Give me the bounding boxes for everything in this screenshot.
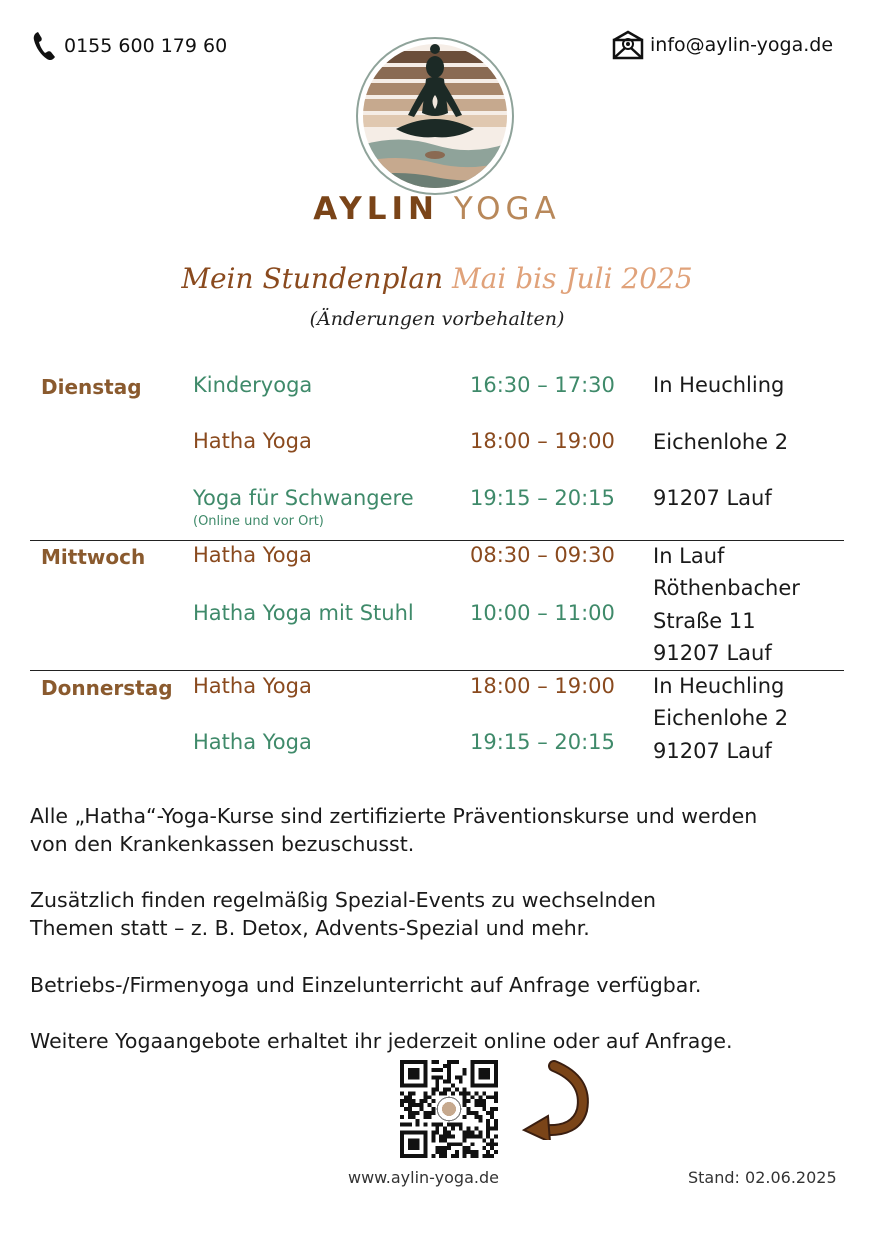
location-line: In Heuchling bbox=[653, 373, 785, 397]
location-line: In Heuchling bbox=[653, 674, 785, 698]
info-line: Alle „Hatha“-Yoga-Kurse sind zertifizierte Präventionskurse und werden bbox=[30, 804, 758, 828]
brand-secondary: YOGA bbox=[453, 191, 561, 227]
email-contact[interactable] bbox=[612, 30, 833, 60]
page-subtitle: (Änderungen vorbehalten) bbox=[309, 308, 565, 330]
day-label: Dienstag bbox=[41, 375, 142, 399]
course-name: Hatha Yoga bbox=[193, 730, 312, 754]
location-line: Eichenlohe 2 bbox=[653, 430, 789, 454]
info-line: Themen statt – z. B. Detox, Advents-Spezial und mehr. bbox=[30, 916, 590, 940]
curved-arrow-icon bbox=[518, 1058, 593, 1140]
course-name: Hatha Yoga mit Stuhl bbox=[193, 601, 414, 625]
info-paragraph bbox=[30, 886, 830, 942]
location-line: Straße 11 bbox=[653, 609, 756, 633]
course-time: 08:30 – 09:30 bbox=[470, 543, 615, 567]
location-line: Röthenbacher bbox=[653, 576, 800, 600]
info-line: Zusätzlich finden regelmäßig Spezial-Events zu wechselnden bbox=[30, 888, 657, 912]
course-name: Kinderyoga bbox=[193, 373, 313, 397]
phone-contact[interactable] bbox=[32, 30, 227, 62]
phone-number: 0155 600 179 60 bbox=[64, 35, 228, 57]
brand-name bbox=[0, 191, 874, 227]
location-line: In Lauf bbox=[653, 544, 725, 568]
course-name: Hatha Yoga bbox=[193, 429, 312, 453]
location-line: Eichenlohe 2 bbox=[653, 706, 789, 730]
qr-code[interactable] bbox=[400, 1060, 498, 1158]
page-title bbox=[0, 262, 874, 295]
phone-icon bbox=[32, 30, 58, 62]
info-paragraph: Weitere Yogaangebote erhaltet ihr jederzeit online oder auf Anfrage. bbox=[30, 1029, 733, 1053]
meditating-figure-logo bbox=[356, 37, 514, 195]
info-paragraph bbox=[30, 802, 830, 858]
course-time: 19:15 – 20:15 bbox=[470, 486, 615, 510]
brand-primary: AYLIN bbox=[313, 191, 439, 227]
info-line: von den Krankenkassen bezuschusst. bbox=[30, 832, 415, 856]
stand-date: Stand: 02.06.2025 bbox=[688, 1168, 837, 1187]
location-line: 91207 Lauf bbox=[653, 486, 772, 510]
course-time: 18:00 – 19:00 bbox=[470, 674, 615, 698]
info-paragraph: Betriebs-/Firmenyoga und Einzelunterricht auf Anfrage verfügbar. bbox=[30, 973, 702, 997]
course-name: Hatha Yoga bbox=[193, 543, 312, 567]
title-main: Mein Stundenplan bbox=[181, 262, 444, 295]
course-name: Yoga für Schwangere bbox=[193, 486, 414, 510]
course-time: 18:00 – 19:00 bbox=[470, 429, 615, 453]
title-period: Mai bis Juli 2025 bbox=[451, 262, 693, 295]
course-note: (Online und vor Ort) bbox=[193, 514, 324, 529]
email-address: info@aylin-yoga.de bbox=[650, 34, 834, 56]
course-time: 19:15 – 20:15 bbox=[470, 730, 615, 754]
envelope-icon bbox=[612, 30, 644, 60]
course-time: 10:00 – 11:00 bbox=[470, 601, 615, 625]
location-line: 91207 Lauf bbox=[653, 641, 772, 665]
course-name: Hatha Yoga bbox=[193, 674, 312, 698]
location-line: 91207 Lauf bbox=[653, 739, 772, 763]
course-time: 16:30 – 17:30 bbox=[470, 373, 615, 397]
day-label: Mittwoch bbox=[41, 545, 146, 569]
website-link[interactable]: www.aylin-yoga.de bbox=[348, 1168, 499, 1187]
day-label: Donnerstag bbox=[41, 676, 173, 700]
